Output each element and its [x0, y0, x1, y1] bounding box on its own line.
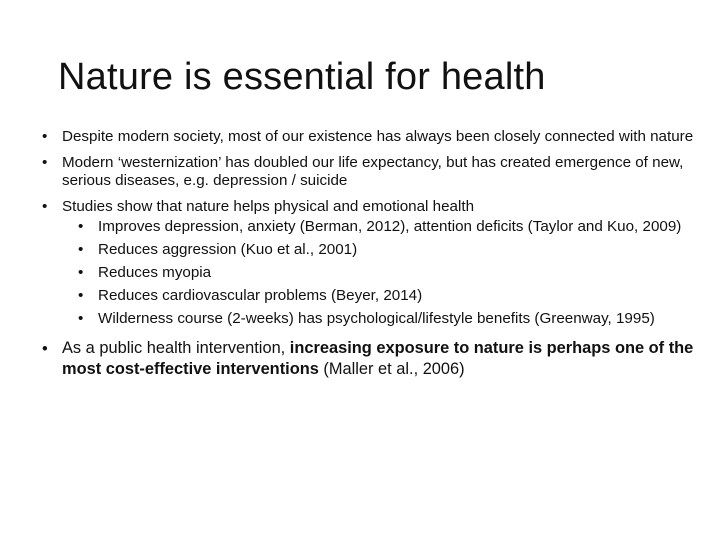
sub-bullet-icon: • — [78, 287, 84, 304]
sub-bullet-item — [34, 218, 694, 236]
sub-bullet-text: Improves depression, anxiety (Berman, 2012), attention deficits (Taylor and Kuo, 2009) — [98, 218, 682, 235]
sub-bullet-item — [34, 287, 694, 305]
slide-title: Nature is essential for health — [58, 56, 546, 98]
sub-bullet-list — [34, 218, 694, 328]
sub-bullet-text: Reduces aggression (Kuo et al., 2001) — [98, 241, 358, 258]
sub-bullet-text: Wilderness course (2-weeks) has psychological/lifestyle benefits (Greenway, 1995) — [98, 310, 655, 327]
bullet-item — [34, 198, 694, 216]
sub-bullet-icon: • — [78, 264, 84, 281]
bullet-icon: • — [42, 340, 48, 358]
conclusion-suffix: (Maller et al., 2006) — [318, 360, 465, 378]
bullet-item — [34, 128, 694, 146]
sub-bullet-icon: • — [78, 241, 84, 258]
bullet-icon: • — [42, 154, 48, 171]
bullet-item-conclusion — [34, 338, 694, 380]
slide-body — [34, 128, 694, 380]
bullet-icon: • — [42, 198, 48, 215]
bullet-text: Modern ‘westernization’ has doubled our life expectancy, but has created emergence of new, serious diseases, e.g. depression / suicide — [62, 154, 684, 189]
sub-bullet-item — [34, 264, 694, 282]
bullet-icon: • — [42, 128, 48, 145]
sub-bullet-item — [34, 310, 694, 328]
sub-bullet-text: Reduces myopia — [98, 264, 212, 281]
bullet-text: Despite modern society, most of our existence has always been closely connected with nature — [62, 128, 694, 145]
bullet-item — [34, 154, 694, 190]
sub-bullet-text: Reduces cardiovascular problems (Beyer, 2014) — [98, 287, 423, 304]
conclusion-prefix: As a public health intervention, — [62, 339, 290, 357]
sub-bullet-icon: • — [78, 218, 84, 235]
bullet-text: Studies show that nature helps physical and emotional health — [62, 198, 475, 215]
sub-bullet-item — [34, 241, 694, 259]
sub-bullet-icon: • — [78, 310, 84, 327]
conclusion-bold-text: increasing exposure to nature is perhaps one of the most cost-effective interventions — [62, 339, 694, 378]
